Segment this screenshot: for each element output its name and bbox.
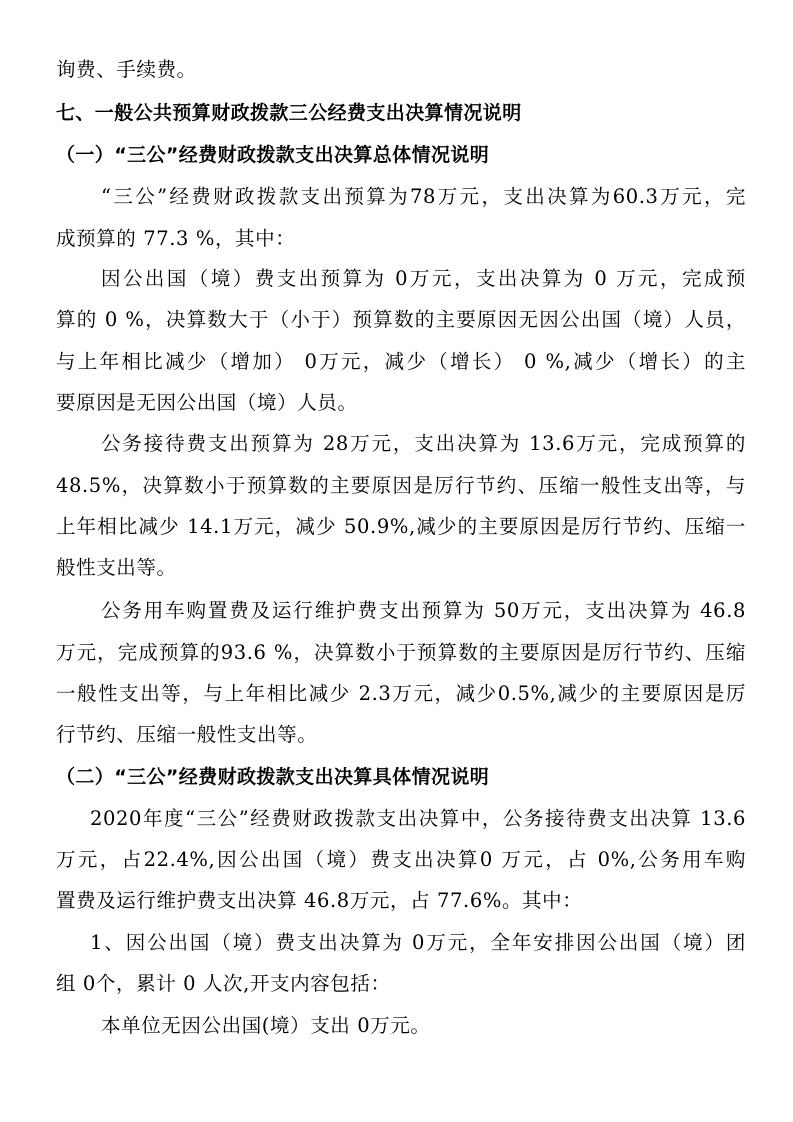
paragraph-reception-line-4: 般性支出等。 <box>56 556 177 579</box>
item-1-detail: 本单位无因公出国(境）支出 0万元。 <box>101 1014 431 1037</box>
paragraph-vehicle-line-1: 公务用车购置费及运行维护费支出预算为 50万元，支出决算为 46.8 <box>101 599 746 622</box>
continued-line: 询费、手续费。 <box>56 58 197 81</box>
paragraph-abroad-line-2: 算的 0 %，决算数大于（小于）预算数的主要原因无因公出国（境）人员， <box>56 308 746 331</box>
item-1-line-2: 组 0个，累计 0 人次,开支内容包括： <box>56 972 391 995</box>
paragraph-reception-line-2: 48.5%，决算数小于预算数的主要原因是厉行节约、压缩一般性支出等，与 <box>56 474 746 497</box>
paragraph-vehicle-line-3: 一般性支出等，与上年相比减少 2.3万元，减少0.5%,减少的主要原因是厉 <box>56 682 746 705</box>
paragraph-vehicle-line-2: 万元，完成预算的93.6 %，决算数小于预算数的主要原因是厉行节约、压缩 <box>56 641 746 664</box>
paragraph-overall-line-2: 成预算的 77.3 %，其中： <box>56 227 296 250</box>
paragraph-abroad-line-3: 与上年相比减少（增加） 0万元，减少（增长） 0 %,减少（增长）的主 <box>56 350 746 373</box>
paragraph-detail-line-2: 万元，占22.4%,因公出国（境）费支出决算0 万元，占 0%,公务用车购 <box>56 848 746 871</box>
subsection-2-title: （二）“三公”经费财政拨款支出决算具体情况说明 <box>56 766 490 788</box>
paragraph-reception-line-3: 上年相比减少 14.1万元，减少 50.9%,减少的主要原因是厉行节约、压缩一 <box>56 515 746 538</box>
paragraph-abroad-line-1: 因公出国（境）费支出预算为 0万元，支出决算为 0 万元，完成预 <box>101 267 746 290</box>
paragraph-reception-line-1: 公务接待费支出预算为 28万元，支出决算为 13.6万元，完成预算的 <box>101 432 746 455</box>
paragraph-detail-line-3: 置费及运行维护费支出决算 46.8万元，占 77.6%。其中： <box>56 889 583 912</box>
paragraph-abroad-line-4: 要原因是无因公出国（境）人员。 <box>56 391 358 414</box>
section-title: 七、一般公共预算财政拨款三公经费支出决算情况说明 <box>56 102 522 124</box>
paragraph-vehicle-line-4: 行节约、压缩一般性支出等。 <box>56 723 318 746</box>
paragraph-overall-line-1: “三公”经费财政拨款支出预算为78万元，支出决算为60.3万元，完 <box>101 185 746 208</box>
paragraph-detail-line-1: 2020年度“三公”经费财政拨款支出决算中，公务接待费支出决算 13.6 <box>90 807 746 830</box>
item-1-line-1: 1、因公出国（境）费支出决算为 0万元，全年安排因公出国（境）团 <box>90 931 746 954</box>
subsection-1-title: （一）“三公”经费财政拨款支出决算总体情况说明 <box>56 144 490 166</box>
